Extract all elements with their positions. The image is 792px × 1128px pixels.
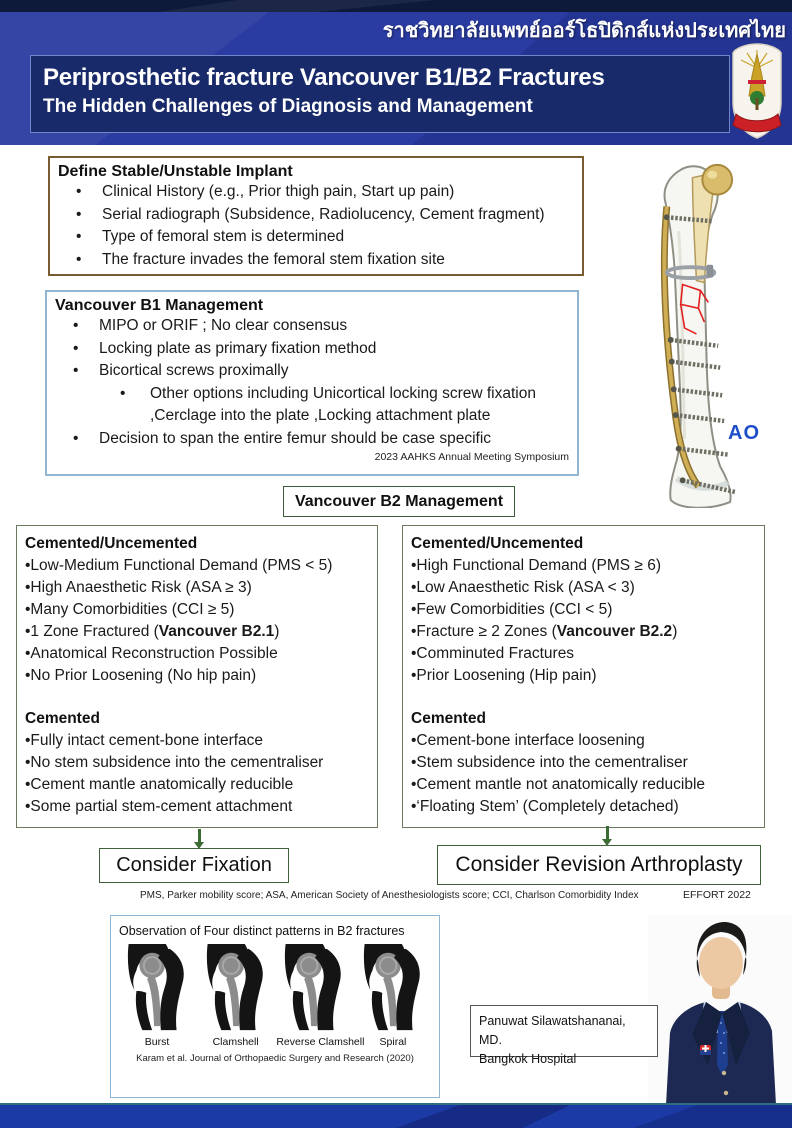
author-photo xyxy=(648,915,792,1105)
consider-fixation-box: Consider Fixation xyxy=(99,848,289,883)
fracture-pattern-spiral xyxy=(355,944,431,1048)
vancouver-b1-box xyxy=(45,290,579,476)
patterns-title: Observation of Four distinct patterns in B2 fractures xyxy=(119,924,405,938)
ao-foundation-label: AO xyxy=(728,422,760,444)
list-item: • Locking plate as primary fixation method xyxy=(55,338,569,361)
page-subtitle: The Hidden Challenges of Diagnosis and Management xyxy=(43,95,533,117)
list-item: •Some partial stem-cement attachment xyxy=(25,798,293,815)
list-item: •Comminuted Fractures xyxy=(411,645,575,662)
title-box xyxy=(30,55,730,133)
fracture-pattern-reverse-clamshell xyxy=(276,944,365,1048)
author-affiliation: Bangkok Hospital xyxy=(479,1051,577,1066)
list-item: •Many Comorbidities (CCI ≥ 5) xyxy=(25,601,235,618)
list-item: •Stem subsidence into the cementraliser xyxy=(411,754,688,771)
b1-box-list xyxy=(55,315,569,450)
list-item: • MIPO or ORIF ; No clear consensus xyxy=(55,315,569,338)
list-item: • Decision to span the entire femur should be case specific xyxy=(55,428,569,451)
define-box-title: Define Stable/Unstable Implant xyxy=(58,163,293,180)
list-item: •High Anaesthetic Risk (ASA ≥ 3) xyxy=(25,579,252,596)
pattern-label: Reverse Clamshell xyxy=(276,1036,365,1048)
consider-revision-box: Consider Revision Arthroplasty xyxy=(437,845,761,885)
list-item: •Cement-bone interface loosening xyxy=(411,732,645,749)
effort-label: EFFORT 2022 xyxy=(683,889,751,901)
list-item: •Low Anaesthetic Risk (ASA < 3) xyxy=(411,579,635,596)
section-title: Cemented/Uncemented xyxy=(411,535,584,552)
header xyxy=(0,12,792,145)
list-item: • The fracture invades the femoral stem fixation site xyxy=(58,249,574,272)
down-arrow xyxy=(606,826,609,840)
pattern-label: Burst xyxy=(144,1036,170,1048)
down-arrow xyxy=(198,829,201,843)
pattern-label: Clamshell xyxy=(212,1036,259,1048)
fracture-pattern-burst xyxy=(119,944,195,1048)
patterns-row xyxy=(119,944,431,1048)
list-item: •High Functional Demand (PMS ≥ 6) xyxy=(411,557,661,574)
define-box-list xyxy=(58,181,574,271)
abbreviations-footnote: PMS, Parker mobility score; ASA, American Society of Anesthesiologists score; CCI, Charlson Comorbidity Index xyxy=(140,890,639,901)
femur-illustration xyxy=(600,152,785,508)
list-item: •Prior Loosening (Hip pain) xyxy=(411,667,597,684)
list-item: •Fully intact cement-bone interface xyxy=(25,732,264,749)
list-item: •1 Zone Fractured (Vancouver B2.1) xyxy=(25,623,280,640)
b1-box-title: Vancouver B1 Management xyxy=(55,297,264,314)
list-item: •Cement mantle anatomically reducible xyxy=(25,776,294,793)
org-name-thai: ราชวิทยาลัยแพทย์ออร์โธปิดิกส์แห่งประเทศไทย xyxy=(382,20,786,42)
list-item: • Type of femoral stem is determined xyxy=(58,226,574,249)
list-item: •Cement mantle not anatomically reducible xyxy=(411,776,706,793)
patterns-citation: Karam et al. Journal of Orthopaedic Surgery and Research (2020) xyxy=(136,1053,414,1064)
list-item: •‘Floating Stem’ (Completely detached) xyxy=(411,798,679,815)
list-item: • Bicortical screws proximally xyxy=(55,360,569,383)
list-item: • Serial radiograph (Subsidence, Radiolucency, Cement fragment) xyxy=(58,204,574,227)
top-decor-strip xyxy=(0,0,792,12)
list-item: •Low-Medium Functional Demand (PMS < 5) xyxy=(25,557,333,574)
section-title: Cemented xyxy=(411,710,486,727)
fracture-pattern-clamshell xyxy=(198,944,274,1048)
section-title: Cemented/Uncemented xyxy=(25,535,198,552)
list-item: •No Prior Loosening (No hip pain) xyxy=(25,667,257,684)
list-item: • Clinical History (e.g., Prior thigh pain, Start up pain) xyxy=(58,181,574,204)
b2-revision-criteria-box xyxy=(402,525,765,828)
bottom-decor-bar xyxy=(0,1103,792,1128)
author-name: Panuwat Silawatshananai, MD. xyxy=(479,1014,626,1047)
list-item: •Fracture ≥ 2 Zones (Vancouver B2.2) xyxy=(411,623,678,640)
list-item: •Anatomical Reconstruction Possible xyxy=(25,645,278,662)
pattern-label: Spiral xyxy=(379,1036,407,1048)
section-title: Cemented xyxy=(25,710,100,727)
author-name-box xyxy=(470,1005,658,1066)
page-title: Periprosthetic fracture Vancouver B1/B2 Fractures xyxy=(43,64,605,91)
b2-patterns-box xyxy=(110,915,440,1098)
list-subitem: • Other options including Unicortical locking screw fixation ,Cerclage into the plate ,Locking attachment plate xyxy=(55,383,569,428)
list-item: •No stem subsidence into the cementraliser xyxy=(25,754,324,771)
b1-citation: 2023 AAHKS Annual Meeting Symposium xyxy=(374,451,569,463)
rcost-crest-logo xyxy=(725,42,789,147)
list-item: •Few Comorbidities (CCI < 5) xyxy=(411,601,613,618)
b2-fixation-criteria-box xyxy=(16,525,378,828)
define-implant-box xyxy=(48,156,584,276)
vancouver-b2-heading: Vancouver B2 Management xyxy=(283,486,515,517)
